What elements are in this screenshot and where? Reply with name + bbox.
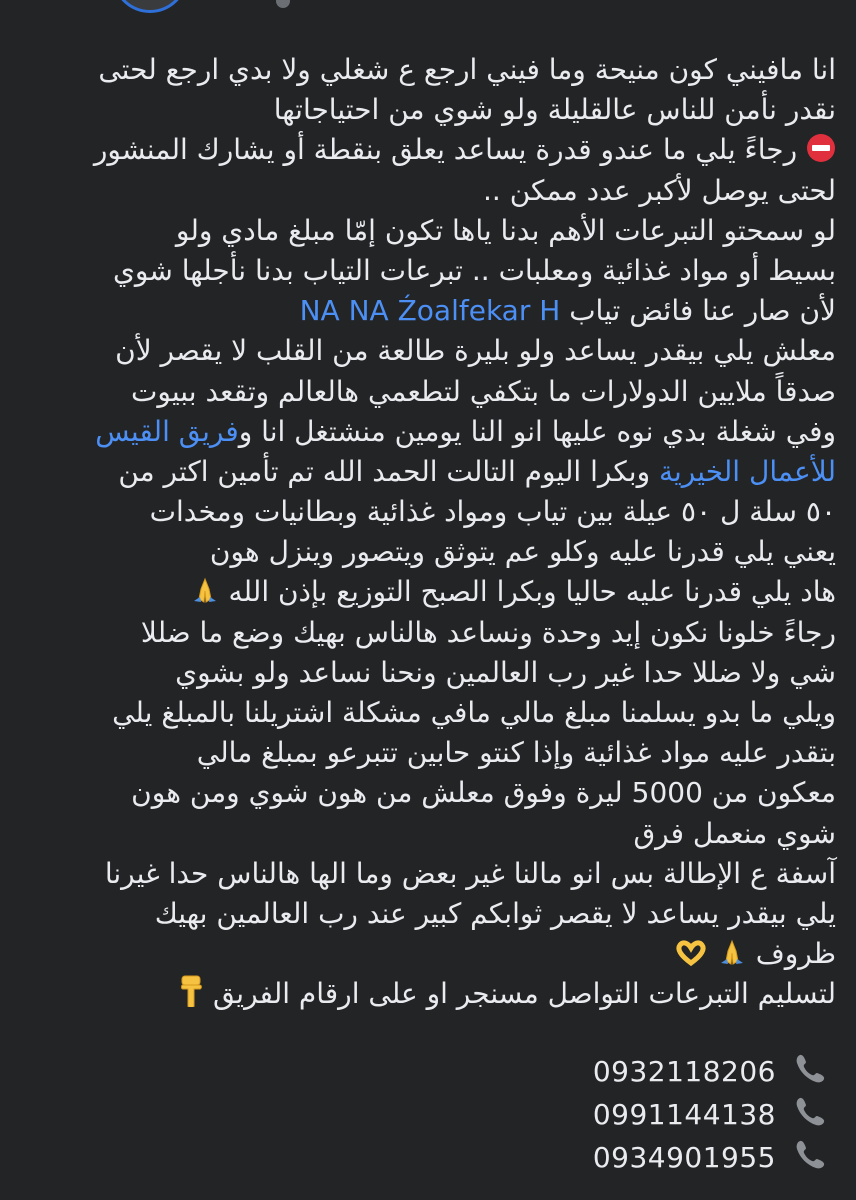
post-line-text: رجاءً يلي ما عندو قدرة يساعد يعلق بنقطة أو يشارك المنشور bbox=[93, 133, 798, 167]
folded-hands-icon bbox=[717, 937, 747, 978]
telephone-receiver-icon bbox=[794, 1137, 828, 1178]
post-line: لحتى يوصل لأكبر عدد ممكن .. bbox=[483, 173, 836, 207]
heart-hands-icon bbox=[674, 937, 708, 978]
phone-row bbox=[578, 1093, 828, 1136]
post-line: يلي بيقدر يساعد لا يقصر ثوابكم كبير عند رب العالمين بهيك bbox=[154, 896, 836, 930]
post-line: آسفة ع الإطالة بس انو مالنا غير بعض وما الها هالناس حدا غيرنا bbox=[104, 856, 836, 890]
telephone-receiver-icon bbox=[794, 1094, 828, 1135]
post-line: معكون من 5000 ليرة وفوق معلش من هون شوي ومن هون bbox=[131, 776, 836, 810]
post-line bbox=[22, 412, 836, 452]
pointing-down-icon bbox=[178, 975, 204, 1018]
post-line bbox=[22, 572, 836, 612]
post-line: نقدر نأمن للناس عالقليلة ولو شوي من احتياجاتها bbox=[273, 93, 836, 127]
post-line: ويلي ما بدو يسلمنا مبلغ مالي مافي مشكلة اشتريلنا بالمبلغ يلي bbox=[112, 696, 836, 729]
post-line bbox=[22, 974, 836, 1014]
author-avatar[interactable] bbox=[112, 0, 188, 13]
post-line bbox=[22, 291, 836, 331]
folded-hands-icon bbox=[190, 575, 220, 616]
phone-number[interactable]: 0991144138 bbox=[592, 1098, 776, 1131]
post-line: ٥٠ سلة ل ٥٠ عيلة بين تياب ومواد غذائية وبطانيات ومخدات bbox=[149, 495, 836, 529]
post-line bbox=[22, 452, 836, 492]
phone-row bbox=[578, 1050, 828, 1093]
post-line: معلش يلي بيقدر يساعد ولو بليرة طالعة من القلب لا يقصر لأن bbox=[115, 334, 836, 368]
post-line: لو سمحتو التبرعات الأهم بدنا ياها تكون إمّا مبلغ مادي ولو bbox=[175, 213, 836, 247]
post-line-text: وفي شغلة بدي نوه عليها انو النا يومين منشتغل انا و bbox=[238, 414, 836, 448]
post-line: انا مافيني كون منيحة وما فيني ارجع ع شغلي ولا بدي ارجع لحتى bbox=[98, 53, 836, 86]
tagged-page-link[interactable]: فريق القيس bbox=[95, 414, 239, 448]
no-entry-icon bbox=[806, 133, 836, 174]
post-line bbox=[22, 934, 836, 974]
post-line: بتقدر عليه مواد غذائية وإذا كنتو حابين تتبرعو بمبلغ مالي bbox=[196, 736, 836, 770]
post-line bbox=[22, 130, 836, 170]
tagged-page-link-continued[interactable]: للأعمال الخيرية bbox=[659, 454, 836, 488]
post-line: صدقاً ملايين الدولارات ما بتكفي لتطعمي هالعالم وتقعد ببيوت bbox=[131, 374, 836, 408]
post-line: رجاءً خلونا نكون إيد وحدة ونساعد هالناس بهيك وضع ما ضللا bbox=[140, 615, 836, 649]
post-line-text: وبكرا اليوم التالت الحمد الله تم تأمين اكتر من bbox=[118, 454, 659, 488]
post-line: شي ولا ضللا حدا غير رب العالمين ونحنا نساعد ولو بشوي bbox=[175, 655, 836, 689]
post-line-text: لأن صار عنا فائض تياب bbox=[560, 294, 836, 328]
post-line: بسيط أو مواد غذائية ومعلبات .. تبرعات التياب بدنا نأجلها شوي bbox=[112, 253, 836, 287]
phone-list bbox=[578, 1050, 828, 1179]
post-line: شوي منعمل فرق bbox=[633, 816, 836, 850]
post-line-text: هاد يلي قدرنا عليه حاليا وبكرا الصبح التوزيع بإذن الله bbox=[228, 575, 836, 609]
telephone-receiver-icon bbox=[794, 1051, 828, 1092]
post-line-text: لتسليم التبرعات التواصل مسنجر او على ارقام الفريق bbox=[212, 977, 836, 1011]
post-line-text: ظروف bbox=[755, 937, 836, 971]
post-body bbox=[22, 50, 836, 1015]
tagged-user-link[interactable]: NA NA Źoalfekar H bbox=[299, 294, 561, 328]
phone-number[interactable]: 0932118206 bbox=[592, 1055, 776, 1088]
post-line: يعني يلي قدرنا عليه وكلو عم يتوثق ويتصور وينزل هون bbox=[209, 535, 836, 569]
phone-row bbox=[578, 1136, 828, 1179]
phone-number[interactable]: 0934901955 bbox=[592, 1141, 776, 1174]
author-name-fragment[interactable] bbox=[276, 0, 290, 8]
